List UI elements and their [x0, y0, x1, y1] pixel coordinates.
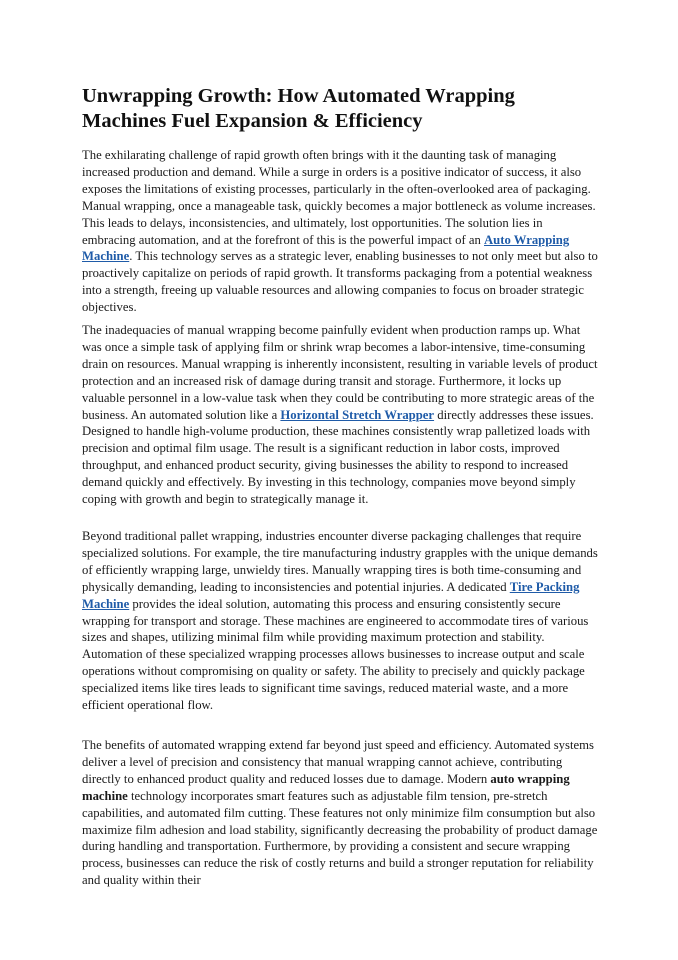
- auto-wrapping-machine-link[interactable]: Auto Wrapping Machine: [82, 232, 570, 264]
- paragraph-text: directly addresses these issues. Designed to handle high-volume production, these machines consistently wrap palletized loads with precision and optimal film usage. The result is a significant reduction in labor costs, improved throughput, and enhanced product security, giving businesses the ability to respond to increased demand quickly and effectively. By investing in this technology, companies move beyond simply coping with growth and begin to strategically manage it.: [82, 407, 594, 507]
- paragraph-text: provides the ideal solution, automating this process and ensuring consistently secure wrapping for transport and storage. These machines are engineered to accommodate tires of various sizes and shapes, utilizing minimal film while providing maximum protection and stability. Automation of these specialized wrapping processes allows businesses to increase output and scale operations without compromising on quality or safety. The ability to precisely and quickly package specialized items like tires leads to significant time savings, reduced material waste, and a more efficient operational flow.: [82, 596, 589, 713]
- paragraph-text: The exhilarating challenge of rapid growth often brings with it the daunting task of managing increased production and demand. While a surge in orders is a positive indicator of success, it also exposes the limitations of existing processes, particularly in the often-overlooked area of packaging. Manual wrapping, once a manageable task, quickly becomes a major bottleneck as volume increases. This leads to delays, inconsistencies, and ultimately, lost opportunities. The solution lies in embracing automation, and at the forefront of this is the powerful impact of an: [82, 148, 596, 247]
- paragraph-tire-packing: [82, 528, 598, 714]
- paragraph-text: . This technology serves as a strategic lever, enabling businesses to not only meet but also to proactively capitalize on periods of rapid growth. It transforms packaging from a potential weakness into a strength, freeing up valuable resources and allowing companies to focus on broader strategic objectives.: [82, 249, 598, 315]
- tire-packing-machine-link[interactable]: Tire Packing Machine: [82, 579, 580, 611]
- paragraph-intro: [82, 147, 598, 316]
- paragraph-manual-wrapping: [82, 322, 598, 508]
- paragraph-text: Beyond traditional pallet wrapping, industries encounter diverse packaging challenges that require specialized solutions. For example, the tire manufacturing industry grapples with the unique demands of efficiently wrapping large, unwieldy tires. Manually wrapping tires is both time-consuming and physically demanding, leading to inconsistencies and potential injuries. A dedicated: [82, 529, 598, 594]
- horizontal-stretch-wrapper-link[interactable]: Horizontal Stretch Wrapper: [280, 407, 435, 422]
- bold-term: auto wrapping machine: [82, 771, 570, 803]
- paragraph-benefits: [82, 737, 598, 889]
- paragraph-text: The inadequacies of manual wrapping become painfully evident when production ramps up. What was once a simple task of applying film or shrink wrap becomes a labor-intensive, time-consuming drain on resources. Manual wrapping is inherently inconsistent, resulting in variable levels of product protection and an increased risk of damage during transit and storage. Furthermore, it locks up valuable personnel in a low-value task when they could be contributing to more strategic areas of the business. An automated solution like a: [82, 323, 598, 422]
- paragraph-text: technology incorporates smart features such as adjustable film tension, pre-stretch capabilities, and automated film cutting. These features not only minimize film consumption but also maximize film adhesion and load stability, significantly decreasing the probability of product damage during handling and transportation. Furthermore, by providing a consistent and secure wrapping process, businesses can reduce the risk of costly returns and build a stronger reputation for reliability and quality within their: [82, 788, 598, 888]
- paragraph-text: The benefits of automated wrapping extend far beyond just speed and efficiency. Automated systems deliver a level of precision and consistency that manual wrapping cannot achieve, contributing directly to enhanced product quality and reduced losses due to damage. Modern: [82, 738, 594, 786]
- article-title: Unwrapping Growth: How Automated Wrapping Machines Fuel Expansion & Efficiency: [82, 85, 515, 132]
